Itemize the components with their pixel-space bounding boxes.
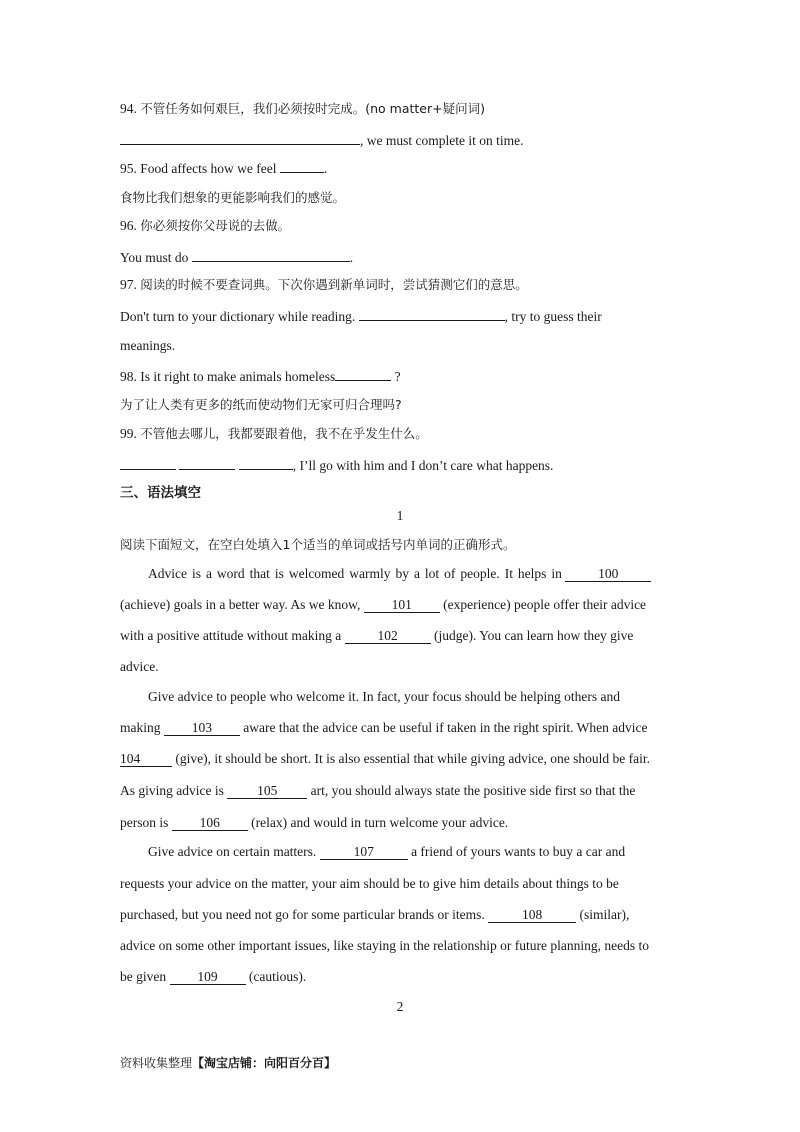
q97-blank[interactable] bbox=[359, 306, 505, 321]
q96-chinese: 你必须按你父母说的去做。 bbox=[140, 218, 291, 233]
p3-line-1 bbox=[148, 843, 625, 861]
page-number: 2 bbox=[396, 999, 404, 1014]
question-number: 95. bbox=[120, 161, 137, 176]
blank-104[interactable]: 104 bbox=[120, 751, 172, 767]
q99-blank-3[interactable] bbox=[239, 455, 293, 470]
q95-blank[interactable] bbox=[280, 158, 324, 173]
q99-chinese: 不管他去哪儿，我都要跟着他，我不在乎发生什么。 bbox=[140, 426, 428, 441]
passage-text: (experience) people offer their advice bbox=[443, 597, 647, 612]
passage-text: As giving advice is bbox=[120, 783, 224, 798]
q97-answer-line bbox=[120, 306, 602, 326]
blank-103[interactable]: 103 bbox=[164, 720, 240, 736]
passage-text: be given bbox=[120, 969, 167, 984]
blank-109[interactable]: 109 bbox=[170, 969, 246, 985]
q95-chinese: 食物比我们想象的更能影响我们的感觉。 bbox=[120, 190, 346, 205]
q94-blank[interactable] bbox=[120, 130, 360, 145]
footer bbox=[120, 1054, 336, 1071]
q99-english: , I’ll go with him and I don’t care what happens. bbox=[292, 458, 554, 473]
q98-chinese: 为了让人类有更多的纸而使动物们无家可归合理吗? bbox=[120, 397, 402, 412]
question-number: 94. bbox=[120, 101, 137, 116]
q99-prompt bbox=[120, 425, 428, 443]
blank-101[interactable]: 101 bbox=[364, 597, 440, 613]
p2-line-3 bbox=[120, 750, 650, 768]
q94-english: , we must complete it on time. bbox=[360, 133, 524, 148]
p3-line-3 bbox=[120, 906, 629, 924]
passage-text: a friend of yours wants to buy a car and bbox=[411, 844, 626, 859]
p1-line-2 bbox=[120, 596, 646, 614]
q96-prompt bbox=[120, 217, 290, 235]
passage-text: Advice is a word that is welcomed warmly by a lot of people. It helps in bbox=[148, 566, 562, 581]
section-instruction: 阅读下面短文，在空白处填入1个适当的单词或括号内单词的正确形式。 bbox=[120, 537, 516, 552]
q98-english: Is it right to make animals homeless bbox=[140, 369, 336, 384]
passage-text: Give advice on certain matters. bbox=[148, 844, 317, 859]
q99-answer-line bbox=[120, 455, 553, 475]
q96-answer-line bbox=[120, 247, 353, 267]
footer-shop: 【淘宝店铺：向阳百分百】 bbox=[192, 1056, 337, 1070]
section-title: 三、语法填空 bbox=[120, 485, 201, 501]
q96-english: You must do bbox=[120, 250, 189, 265]
passage-text: art, you should always state the positive side first so that the bbox=[310, 783, 636, 798]
passage-text: advice on some other important issues, like staying in the relationship or future planning, needs to bbox=[120, 938, 650, 953]
q98-question-mark: ? bbox=[394, 369, 401, 384]
question-number: 97. bbox=[120, 277, 137, 292]
passage-text: requests your advice on the matter, your aim should be to give him details about things to be bbox=[120, 876, 619, 891]
passage-text: (cautious). bbox=[248, 969, 307, 984]
q95-english: Food affects how we feel bbox=[140, 161, 277, 176]
p3-line-5 bbox=[120, 968, 306, 986]
q99-blank-2[interactable] bbox=[179, 455, 235, 470]
passage-text: (achieve) goals in a better way. As we know, bbox=[120, 597, 361, 612]
q97-english: Don't turn to your dictionary while reading. bbox=[120, 309, 356, 324]
passage-text: making bbox=[120, 720, 161, 735]
p2-line-2 bbox=[120, 719, 647, 737]
passage-text: with a positive attitude without making a bbox=[120, 628, 342, 643]
p2-line-5 bbox=[120, 814, 508, 832]
section-number: 1 bbox=[396, 508, 404, 523]
passage-text: (give), it should be short. It is also essential that while giving advice, one should be fair. bbox=[175, 751, 651, 766]
q95-period: . bbox=[323, 161, 328, 176]
q94-prompt bbox=[120, 100, 485, 118]
blank-102[interactable]: 102 bbox=[345, 628, 431, 644]
blank-105[interactable]: 105 bbox=[227, 783, 307, 799]
question-number: 98. bbox=[120, 369, 137, 384]
blank-107[interactable]: 107 bbox=[320, 844, 408, 860]
p2-line-4 bbox=[120, 782, 635, 800]
q97-prompt bbox=[120, 276, 528, 294]
q94-answer-line bbox=[120, 130, 523, 150]
passage-text: (relax) and would in turn welcome your advice. bbox=[251, 815, 509, 830]
q96-blank[interactable] bbox=[192, 247, 350, 262]
q97-english-cont: meanings. bbox=[120, 338, 176, 353]
p1-line-3 bbox=[120, 627, 633, 645]
question-number: 96. bbox=[120, 218, 137, 233]
passage-text: (similar), bbox=[579, 907, 630, 922]
blank-106[interactable]: 106 bbox=[172, 815, 248, 831]
p1-line-1 bbox=[148, 565, 651, 583]
q99-blank-1[interactable] bbox=[120, 455, 176, 470]
q96-period: . bbox=[349, 250, 354, 265]
blank-108[interactable]: 108 bbox=[488, 907, 576, 923]
q94-chinese: 不管任务如何艰巨，我们必须按时完成。(no matter+疑问词) bbox=[140, 101, 485, 116]
blank-100[interactable]: 100 bbox=[565, 566, 651, 582]
question-number: 99. bbox=[120, 426, 137, 441]
passage-text: Give advice to people who welcome it. In fact, your focus should be helping others and bbox=[148, 689, 620, 704]
q97-english-tail: , try to guess their bbox=[504, 309, 602, 324]
passage-text: (judge). You can learn how they give bbox=[433, 628, 634, 643]
passage-text: purchased, but you need not go for some particular brands or items. bbox=[120, 907, 485, 922]
passage-text: person is bbox=[120, 815, 169, 830]
passage-text: aware that the advice can be useful if taken in the right spirit. When advice bbox=[243, 720, 648, 735]
q97-chinese: 阅读的时候不要查词典。下次你遇到新单词时，尝试猜测它们的意思。 bbox=[140, 277, 528, 292]
q98-blank[interactable] bbox=[335, 366, 391, 381]
passage-text: advice. bbox=[120, 659, 159, 674]
q95-prompt bbox=[120, 158, 327, 178]
q98-prompt bbox=[120, 366, 401, 386]
footer-text: 资料收集整理 bbox=[120, 1056, 193, 1070]
